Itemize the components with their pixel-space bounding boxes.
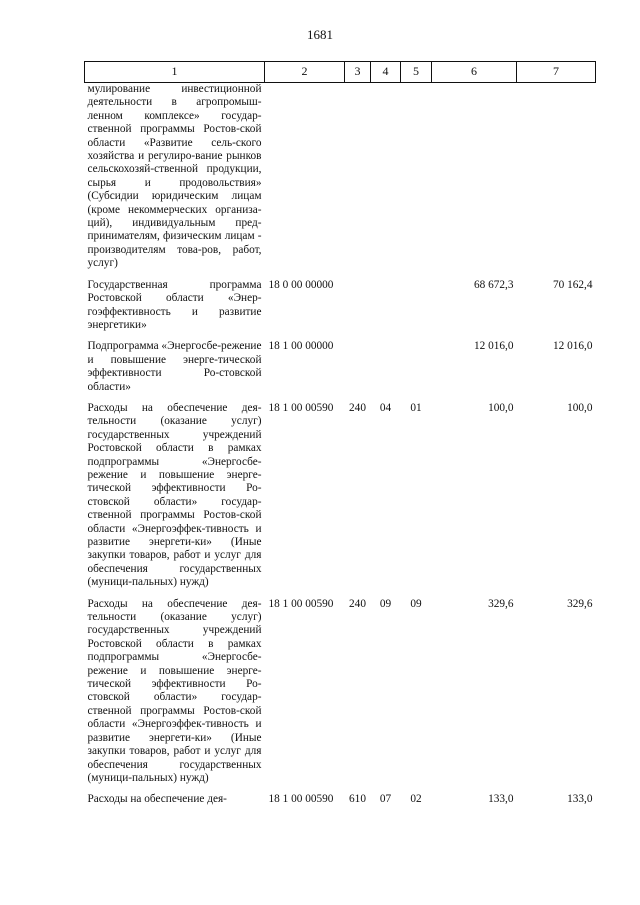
row-col4 <box>371 279 401 341</box>
row-col4 <box>371 340 401 402</box>
row-col4: 09 <box>379 597 392 610</box>
row-description: Подпрограмма «Энергосбе-режение и повышение энерге-тической эффективности Ро-стовской области» <box>87 340 262 393</box>
row-description: Расходы на обеспечение дея-тельности (оказание услуг) государственных учреждений Ростовской области в рамках подпрограммы «Энергосбе-режение и повышение энерге-тической эффективности Ро-стовской области» государ-ственной программы Ростов-ской области «Энергоэффек-тивность и развитие энергети-ки» (Иные закупки товаров, работ и услуг для обеспечения государственных (муници-пальных) нужд) <box>87 597 262 784</box>
row-description: Расходы на обеспечение дея- <box>87 793 227 806</box>
row-value-6: 133,0 <box>488 793 514 806</box>
row-code: 18 1 00 00590 <box>268 597 334 610</box>
row-code <box>265 83 345 279</box>
header-cell: 5 <box>401 62 432 83</box>
row-col3 <box>345 340 371 402</box>
row-value-7 <box>517 83 596 279</box>
table-row <box>85 83 596 279</box>
row-value-7: 100,0 <box>567 401 593 414</box>
column-number-header <box>85 62 596 83</box>
budget-table <box>84 61 596 807</box>
table-row <box>85 598 596 794</box>
table-row <box>85 793 596 806</box>
row-code: 18 1 00 00000 <box>268 340 334 353</box>
row-col5: 01 <box>410 401 422 414</box>
row-description: Государственная программа Ростовской области «Энер-гоэффективность и развитие энергетики» <box>87 278 262 331</box>
row-code: 18 0 00 00000 <box>268 278 334 291</box>
row-value-6: 68 672,3 <box>473 278 514 291</box>
row-col5 <box>401 340 432 402</box>
row-value-7: 329,6 <box>567 597 593 610</box>
row-value-6 <box>432 83 517 279</box>
row-col5 <box>401 279 432 341</box>
row-value-7: 12 016,0 <box>552 340 593 353</box>
row-value-6: 100,0 <box>488 401 514 414</box>
row-col5 <box>401 83 432 279</box>
row-col3: 610 <box>349 793 366 806</box>
table-row <box>85 340 596 402</box>
table-row <box>85 279 596 341</box>
row-col4 <box>371 83 401 279</box>
row-value-7: 133,0 <box>567 793 593 806</box>
header-cell: 2 <box>265 62 345 83</box>
header-cell: 1 <box>85 62 265 83</box>
table-row <box>85 402 596 598</box>
row-col5: 02 <box>410 793 422 806</box>
row-code: 18 1 00 00590 <box>268 793 334 806</box>
row-value-6: 329,6 <box>488 597 514 610</box>
row-description: Расходы на обеспечение дея-тельности (оказание услуг) государственных учреждений Ростовской области в рамках подпрограммы «Энергосбе-режение и повышение энерге-тической эффективности Ро-стовской области» государ-ственной программы Ростов-ской области «Энергоэффек-тивность и развитие энергети-ки» (Иные закупки товаров, работ и услуг для обеспечения государственных (муници-пальных) нужд) <box>87 401 262 589</box>
row-col4: 04 <box>379 401 392 414</box>
row-value-6: 12 016,0 <box>473 340 514 353</box>
header-cell: 7 <box>517 62 596 83</box>
row-col3 <box>345 83 371 279</box>
row-col5: 09 <box>410 597 422 610</box>
header-cell: 3 <box>345 62 371 83</box>
row-code: 18 1 00 00590 <box>268 401 334 414</box>
page-number: 1681 <box>307 27 333 42</box>
row-col4: 07 <box>379 793 392 806</box>
row-col3 <box>345 279 371 341</box>
row-col3: 240 <box>349 597 366 610</box>
header-cell: 6 <box>432 62 517 83</box>
row-description: мулирование инвестиционной деятельности в агропромыш-ленном комплексе» государ-ственной программы Ростов-ской области «Развитие сель-ского хозяйства и регулиро-вание рынков сельскохозяй-ственной продукции, сырья и продовольствия» (Субсидии юридическим лицам (кроме некоммерческих организа-ций), индивидуальным пред-принимателям, физическим лицам - производителям това-ров, работ, услуг) <box>87 83 262 270</box>
row-col3: 240 <box>349 401 366 414</box>
row-value-7: 70 162,4 <box>552 278 593 291</box>
header-cell: 4 <box>371 62 401 83</box>
